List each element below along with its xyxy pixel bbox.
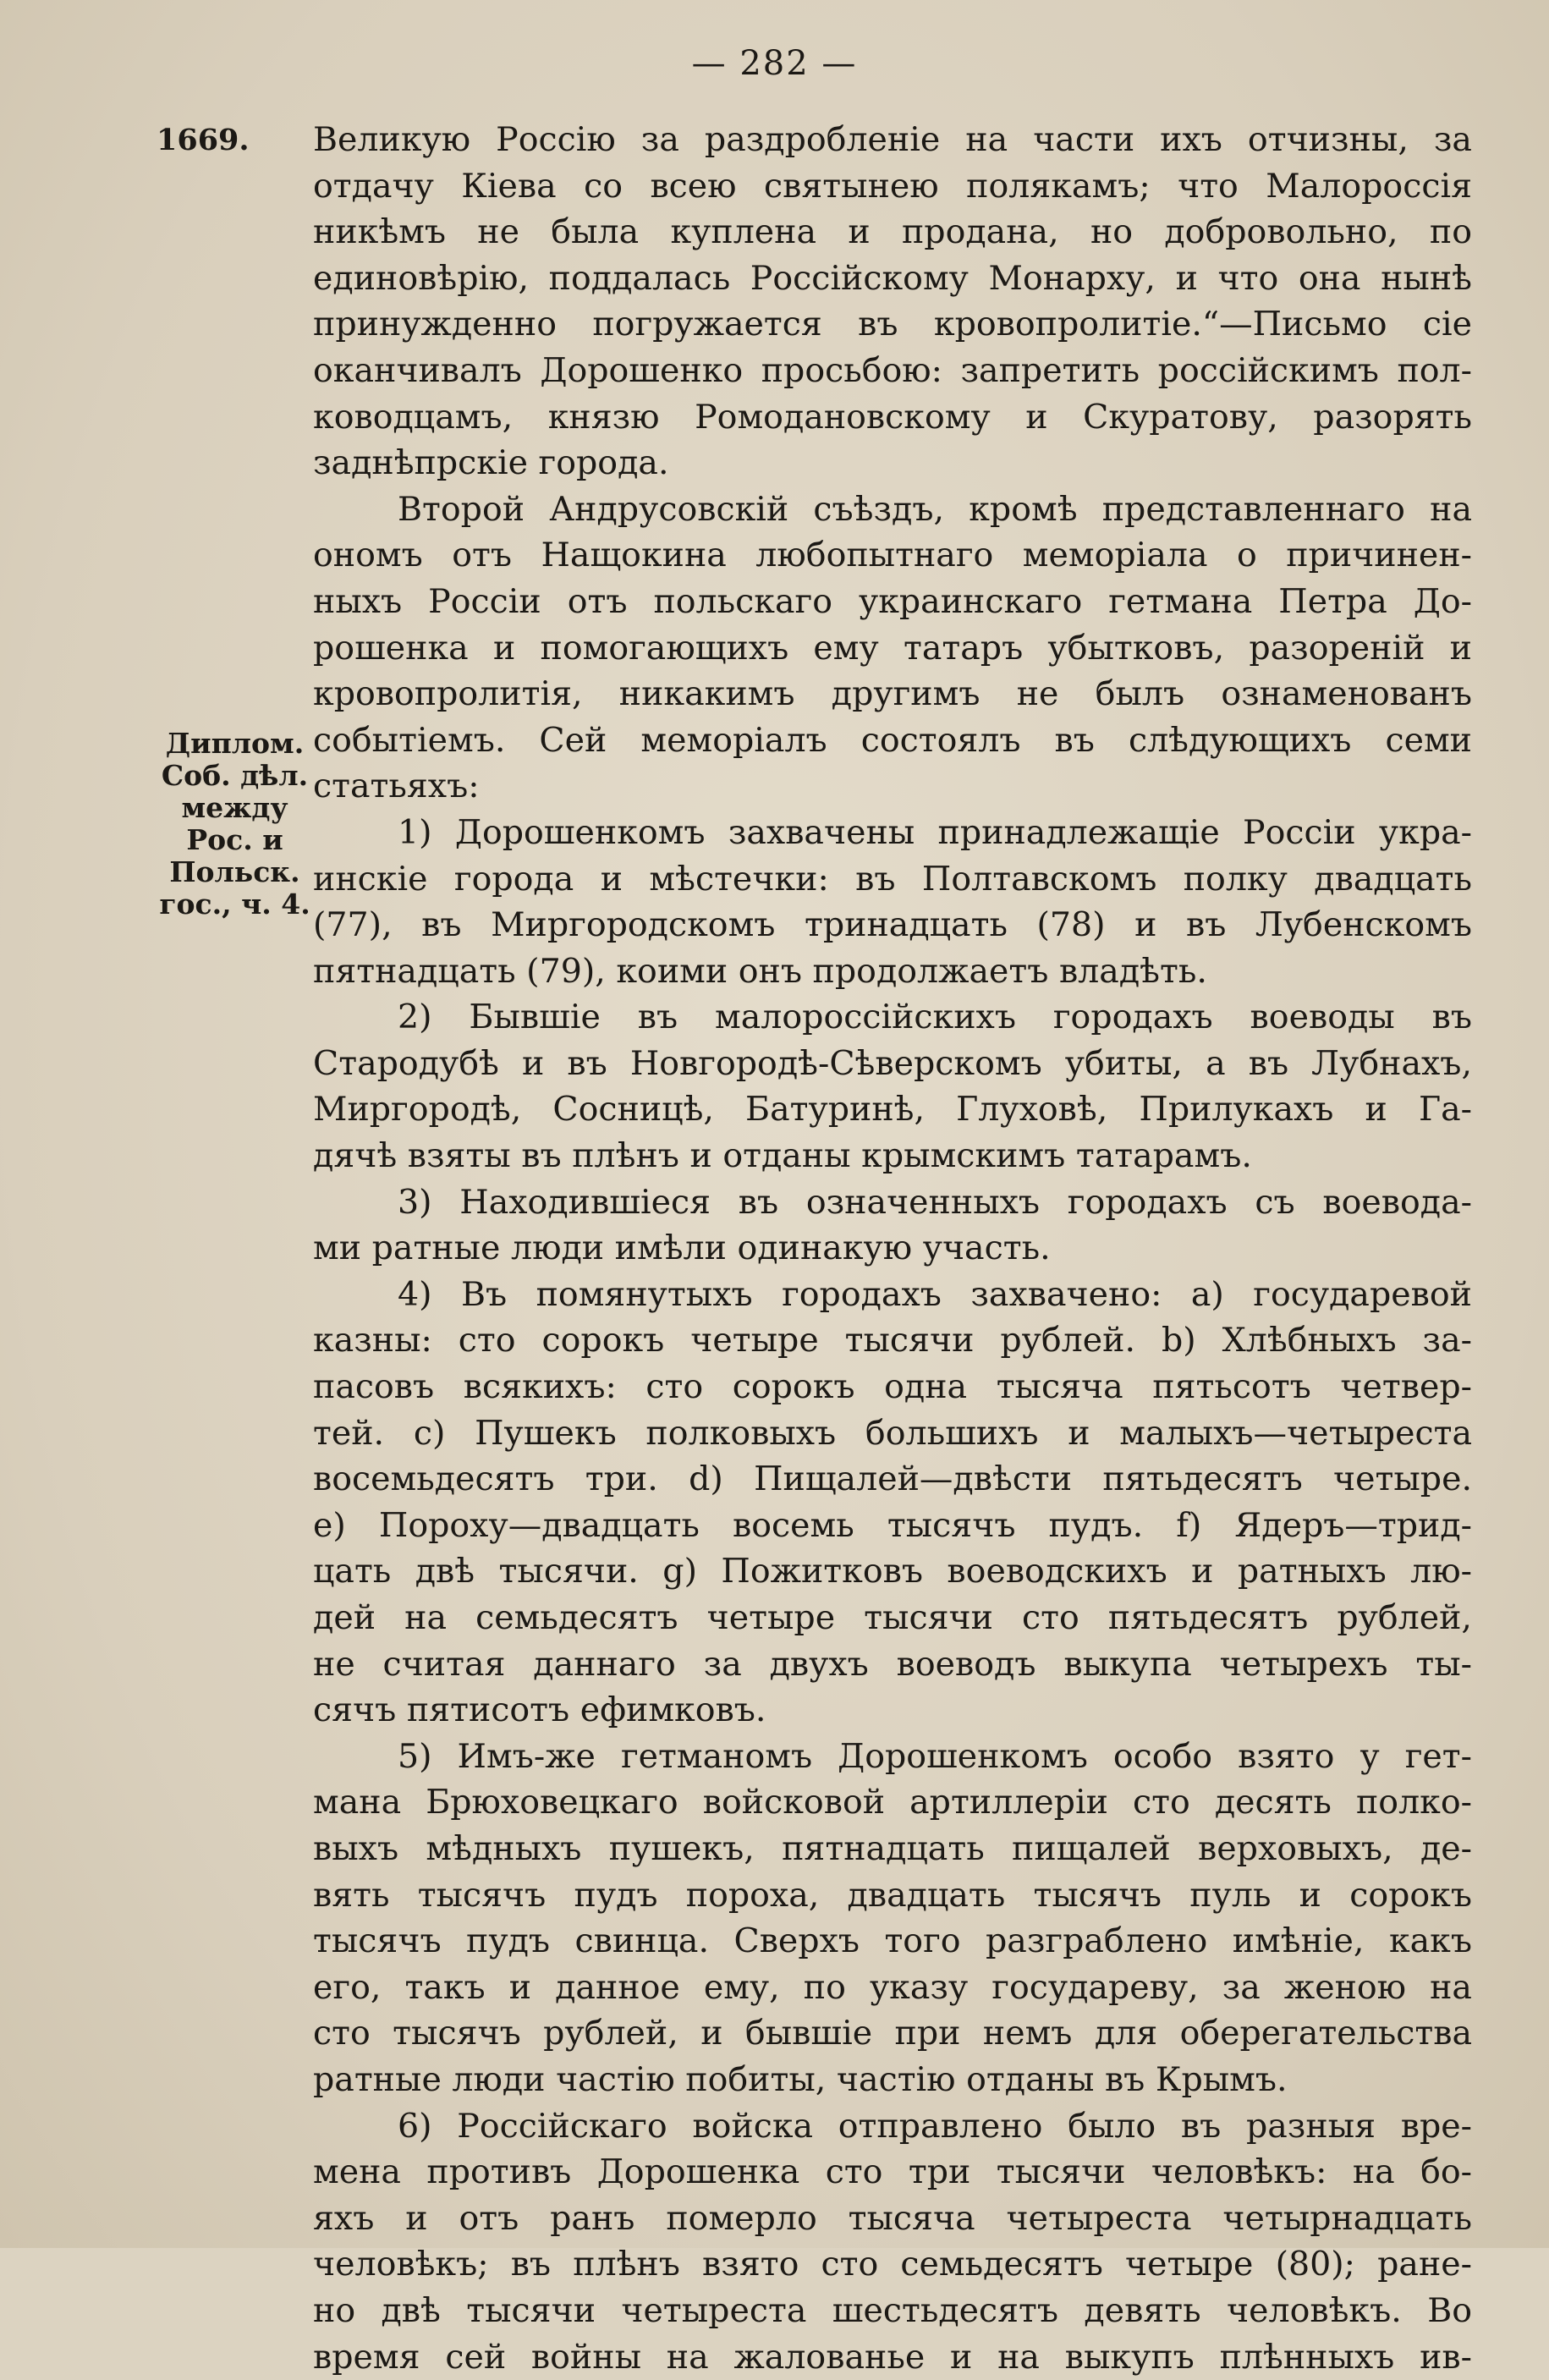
- margin-source-line: между: [144, 792, 326, 824]
- margin-year: 1669.: [157, 123, 250, 157]
- text-line: тысячъ пудъ свинца. Сверхъ того разграблено имѣніе, какъ: [313, 1918, 1472, 1965]
- margin-source-note: [144, 728, 326, 921]
- text-line: время сей войны на жалованье и на выкупъ плѣнныхъ ив-: [313, 2334, 1472, 2380]
- text-line: мена противъ Дорошенка сто три тысячи человѣкъ: на бо-: [313, 2149, 1472, 2196]
- text-line: тей. c) Пушекъ полковыхъ большихъ и малыхъ—четыреста: [313, 1410, 1472, 1457]
- text-line: Стародубѣ и въ Новгородѣ-Сѣверскомъ убиты, а въ Лубнахъ,: [313, 1041, 1472, 1087]
- text-line: ми ратные люди имѣли одинакую участь.: [313, 1225, 1472, 1272]
- text-line: казны: сто сорокъ четыре тысячи рублей. b) Хлѣбныхъ за-: [313, 1317, 1472, 1364]
- text-line: Великую Россію за раздробленіе на части ихъ отчизны, за: [313, 117, 1472, 163]
- text-line: ономъ отъ Нащокина любопытнаго меморіала о причинен-: [313, 532, 1472, 579]
- text-line: единовѣрію, поддалась Россійскому Монарху, и что она нынѣ: [313, 256, 1472, 302]
- text-line: яхъ и отъ ранъ померло тысяча четыреста четырнадцать: [313, 2196, 1472, 2242]
- text-line: цать двѣ тысячи. g) Пожитковъ воеводскихъ и ратныхъ лю-: [313, 1548, 1472, 1595]
- text-line: восемьдесятъ три. d) Пищалей—двѣсти пятьдесятъ четыре.: [313, 1456, 1472, 1503]
- text-line: дячѣ взяты въ плѣнъ и отданы крымскимъ татарамъ.: [313, 1133, 1472, 1179]
- margin-source-line: Польск.: [144, 856, 326, 888]
- text-line: статьяхъ:: [313, 763, 1472, 810]
- text-line: но двѣ тысячи четыреста шестьдесятъ девять человѣкъ. Во: [313, 2288, 1472, 2334]
- text-line: отдачу Кіева со всею святынею полякамъ; что Малороссія: [313, 163, 1472, 210]
- text-line: e) Пороху—двадцать восемь тысячъ пудъ. f) Ядеръ—трид-: [313, 1503, 1472, 1549]
- text-line: сячъ пятисотъ ефимковъ.: [313, 1687, 1472, 1734]
- text-line: мана Брюховецкаго войсковой артиллеріи сто десять полко-: [313, 1779, 1472, 1826]
- text-line: сто тысячъ рублей, и бывшіе при немъ для оберегательства: [313, 2010, 1472, 2057]
- body-text: [313, 117, 1472, 2380]
- text-line: ратные люди частію побиты, частію отданы въ Крымъ.: [313, 2057, 1472, 2103]
- text-line: 5) Имъ-же гетманомъ Дорошенкомъ особо взято у гет-: [313, 1734, 1472, 1780]
- text-line: ководцамъ, князю Ромодановскому и Скуратову, разорять: [313, 394, 1472, 441]
- text-line: человѣкъ; въ плѣнъ взято сто семьдесятъ четыре (80); ране-: [313, 2241, 1472, 2288]
- text-line: 3) Находившіеся въ означенныхъ городахъ съ воевода-: [313, 1179, 1472, 1226]
- text-line: его, такъ и данное ему, по указу государеву, за женою на: [313, 1965, 1472, 2011]
- text-line: пятнадцать (79), коими онъ продолжаетъ владѣть.: [313, 948, 1472, 995]
- text-line: инскіе города и мѣстечки: въ Полтавскомъ полку двадцать: [313, 856, 1472, 903]
- text-line: никѣмъ не была куплена и продана, но добровольно, по: [313, 209, 1472, 256]
- text-line: дей на семьдесятъ четыре тысячи сто пятьдесятъ рублей,: [313, 1595, 1472, 1641]
- text-line: Миргородѣ, Сосницѣ, Батуринѣ, Глуховѣ, Прилукахъ и Га-: [313, 1086, 1472, 1133]
- text-line: не считая даннаго за двухъ воеводъ выкупа четырехъ ты-: [313, 1641, 1472, 1688]
- page-number: — 282 —: [0, 44, 1549, 83]
- text-line: (77), въ Миргородскомъ тринадцать (78) и въ Лубенскомъ: [313, 902, 1472, 948]
- text-line: рошенка и помогающихъ ему татаръ убытковъ, разореній и: [313, 625, 1472, 672]
- text-line: принужденно погружается въ кровопролитіе.“—Письмо сіе: [313, 301, 1472, 348]
- margin-source-line: Рос. и: [144, 824, 326, 856]
- text-line: событіемъ. Сей меморіалъ состоялъ въ слѣдующихъ семи: [313, 717, 1472, 764]
- text-line: Второй Андрусовскій съѣздъ, кромѣ представленнаго на: [313, 486, 1472, 533]
- text-line: 6) Россійскаго войска отправлено было въ разныя вре-: [313, 2103, 1472, 2150]
- text-line: 1) Дорошенкомъ захвачены принадлежащіе Россіи укра-: [313, 810, 1472, 856]
- text-line: ныхъ Россіи отъ польскаго украинскаго гетмана Петра До-: [313, 579, 1472, 625]
- text-line: выхъ мѣдныхъ пушекъ, пятнадцать пищалей верховыхъ, де-: [313, 1826, 1472, 1872]
- margin-source-line: Соб. дѣл.: [144, 760, 326, 792]
- text-line: оканчивалъ Дорошенко просьбою: запретить россійскимъ пол-: [313, 348, 1472, 394]
- margin-source-line: Диплом.: [144, 728, 326, 760]
- margin-source-line: гос., ч. 4.: [144, 888, 326, 921]
- text-line: заднѣпрскіе города.: [313, 440, 1472, 486]
- text-line: кровопролитія, никакимъ другимъ не былъ ознаменованъ: [313, 671, 1472, 717]
- text-line: пасовъ всякихъ: сто сорокъ одна тысяча пятьсотъ четвер-: [313, 1364, 1472, 1410]
- text-line: 4) Въ помянутыхъ городахъ захвачено: a) государевой: [313, 1272, 1472, 1318]
- text-line: вять тысячъ пудъ пороха, двадцать тысячъ пуль и сорокъ: [313, 1872, 1472, 1919]
- text-line: 2) Бывшіе въ малороссійскихъ городахъ воеводы въ: [313, 994, 1472, 1041]
